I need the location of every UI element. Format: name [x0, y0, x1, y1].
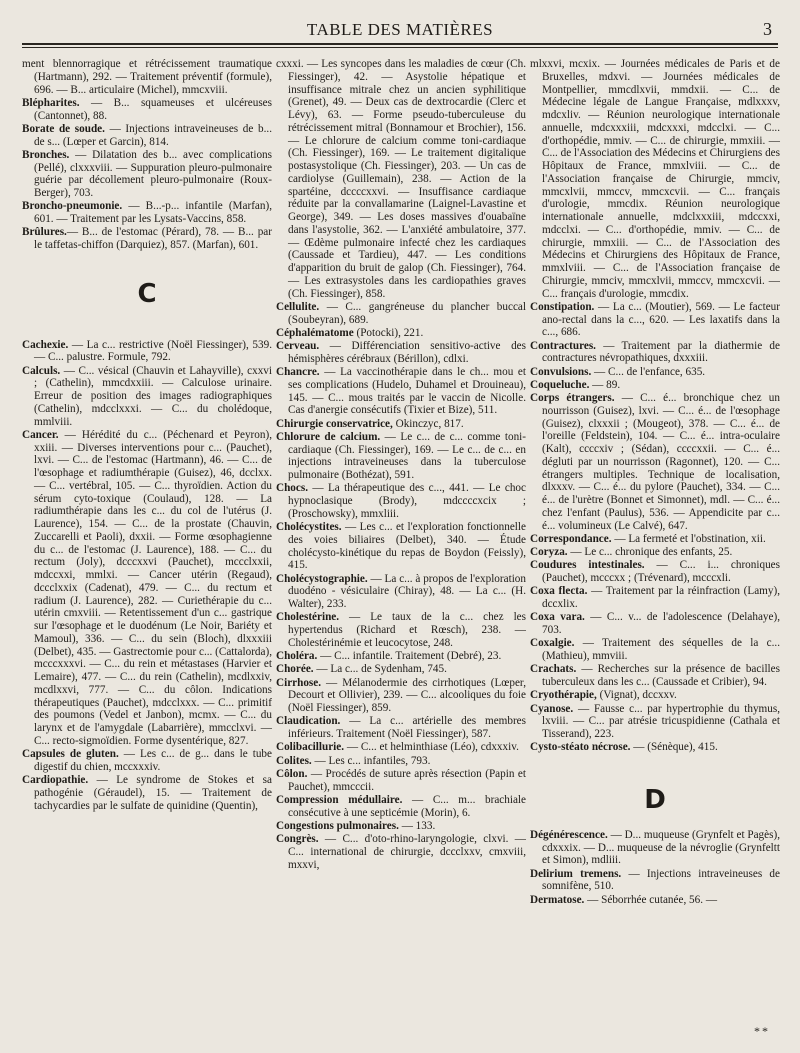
entry-text: — La c... de Sydenham, 745.: [313, 663, 447, 676]
index-entry: [530, 868, 780, 894]
entry-headword: Cyanose.: [530, 702, 574, 715]
entry-headword: Cholécystographie.: [276, 572, 368, 585]
index-entry: [276, 58, 526, 300]
index-entry: [530, 637, 780, 663]
index-entry: [276, 650, 526, 663]
entry-text: — Séborrhée cutanée, 56. —: [584, 893, 718, 906]
entry-text: — B...-p... infantile (Marfan), 601. — Traitement par les Lysats-Vaccins, 858.: [34, 200, 272, 225]
entry-headword: Cancer.: [22, 428, 59, 441]
entry-text: — Injections intraveineuses de b... de s... (Lœper et Garcin), 814.: [34, 122, 272, 148]
entry-headword: Colites.: [276, 754, 312, 767]
entry-headword: Cholestérine.: [276, 611, 340, 624]
index-entry: [530, 366, 780, 379]
entry-text: — Dilatation des b... avec complications (Pellé), clxxxviii. — Suppuration pleuro-pulmonaire guérie par décollement pleuro-pulmonaire (Roux-Berger), 703.: [34, 148, 272, 199]
entry-headword: Capsules de gluten.: [22, 748, 119, 760]
entry-text: — C... v... de l'adolescence (Delahaye), 703.: [542, 611, 780, 636]
index-entry: [22, 774, 272, 812]
entry-text: ment blennorragique et rétrécissement traumatique (Hartmann), 292. — Traitement préventif (formule), 696. — B... articulaire (Michel), mmcxviii.: [22, 58, 272, 96]
entry-headword: Convulsions.: [530, 365, 592, 378]
entry-text: — C... m... brachiale consécutive à une septicémie (Morin), 6.: [288, 793, 526, 819]
entry-headword: Chocs.: [276, 482, 309, 495]
entry-text: — Traitement par la diathermie de contractures névropathiques, dxxxiii.: [542, 339, 780, 365]
signature-mark: **: [754, 1024, 770, 1038]
index-entry: [22, 58, 272, 96]
entry-text: — 133.: [398, 819, 436, 832]
index-entry: [530, 58, 780, 300]
entry-text: — Différenciation sensitivo-active des hémisphères cérébraux (Bérillon), cdlxi.: [288, 340, 526, 365]
column-2: [276, 58, 526, 872]
entry-text: — La thérapeutique des c..., 441. — Le choc hypnoclasique (Brody), mdccccxcix ; (Proschowsky), mmxliii.: [288, 482, 526, 520]
entry-headword: Coxalgie.: [530, 637, 575, 650]
entry-headword: Delirium tremens.: [530, 867, 622, 880]
index-entry: [530, 340, 780, 366]
entry-text: — Hérédité du c... (Péchenard et Peyron), xxiii. — Diverses interventions pour c... (Pauchet), lxvi. — C... de l'estomac (Hartmann), 46. — C... de l'œsophage et radiumthérapie (Guisez), 46, dcclxx. — C... vertébral, 105. — C... thyroïdien. Action du sérum cyto-toxique (Coulaud), 128. — La radiumthérapie dans les c... du col de l'utérus (J. Laurence), 154. — C... de la prostate (Chauvin, Zuccarelli et Paoli), dxxii. — Forme œsophagienne du c... de l'estomac (J. Laurence), 188. — C... du rectum (Joly), dcccxxvi (Pauchet), mccclxxii, mdccxxi, mmlxi. — Cancer utérin (Regaud), dccclxxix (Cadenat), 479. — C... du rectum et radium (J. Laurence), 282. — Curiethérapie du c... utérin cmxviii. — Retentissement d'un c... gastrique sur l'œsophage et le duodénum (Le Noir, Bariéty et Mamoul), 336. — C... du sein (Bloch), dlxxxiii (Delbet), 435. — Gastrectomie pour c... (Cattalorda), mcccxxxvi. — C... du rein et métastases (Harvier et Lemaire), 477. — C... du rein (Cathelin), mcdlxxiv, mcdlxxvi, 777. — C... du côlon. Indications thérapeutiques (Pauchet), mdcclxxx. — C... primitif des poumons (Vedel et Janbon), mcmx. — C... du larynx et de l'amygdale (Labarrière), mmcclxvi. — C... recto-sigmoïdien. Forme dysentérique, 827.: [34, 428, 272, 747]
index-entry: [22, 748, 272, 774]
index-entry: [530, 663, 780, 689]
index-entry: [530, 689, 780, 702]
entry-text: — Procédés de suture après résection (Papin et Pauchet), mmcccii.: [288, 767, 526, 793]
index-entry: [276, 611, 526, 649]
entry-headword: Choléra.: [276, 650, 318, 662]
entry-headword: Cerveau.: [276, 340, 320, 352]
entry-headword: Coxa vara.: [530, 611, 585, 624]
entry-headword: Coudures intestinales.: [530, 559, 645, 572]
index-entry: [276, 482, 526, 520]
entry-text: Okinczyc, 817.: [392, 417, 464, 430]
index-entry: [276, 573, 526, 611]
entry-headword: Cysto-stéato nécrose.: [530, 741, 631, 754]
index-entry: [276, 677, 526, 715]
index-entry: [22, 123, 272, 149]
entry-headword: Coqueluche.: [530, 378, 590, 391]
entry-headword: Cardiopathie.: [22, 774, 89, 786]
index-entry: [530, 585, 780, 611]
entry-headword: Blépharites.: [22, 96, 80, 109]
entry-headword: Colibacillurie.: [276, 741, 345, 754]
index-entry: [276, 431, 526, 482]
section-letter: C: [137, 278, 157, 309]
index-entry: [530, 829, 780, 867]
entry-text: — La c... artérielle des membres inférieurs. Traitement (Noël Fiessinger), 587.: [288, 715, 526, 740]
index-entry: [22, 365, 272, 429]
index-entry: [276, 663, 526, 676]
entry-headword: Côlon.: [276, 767, 308, 780]
entry-text: — C... é... bronchique chez un nourrisson (Guisez), lxvi. — C... é... de l'œsophage (Guisez), clxxxii ; (Mougeot), 378. — C... é... de l'oreille (Feldstein), 104. — C... é... intra-oculaire (Kalt), ccccxiv ; (Sédan), ccccxxii. — C... é... dégluti par un nourrisson (Ragonnet), 120. — C... étrangers multiples. Technique de localisation, dlxxxv. — C... é... du pylore (Pauchet), 334. — C... é... de l'urètre (Bonnet et Simonnet), mdl. — C... é... chez l'enfant (Paulus), 536. — Appendicite par c... é... volumineux (Le Calvé), 647.: [542, 392, 780, 532]
column-3: [530, 58, 780, 907]
column-1: [22, 58, 272, 813]
entry-text: — D... muqueuse (Grynfelt et Pagès), cdxxxix. — D... muqueuse de la névroglie (Grynfeltt et Simon), mdliii.: [542, 828, 780, 867]
entry-headword: Cholécystites.: [276, 521, 342, 533]
entry-text: — (Sénèque), 415.: [630, 741, 718, 754]
entry-headword: Congrès.: [276, 833, 319, 845]
entry-text: — C... de l'enfance, 635.: [591, 365, 706, 378]
entry-text: — Les c... infantiles, 793.: [311, 754, 431, 767]
index-entry: [530, 894, 780, 907]
entry-headword: Chlorure de calcium.: [276, 430, 381, 443]
index-entry: [276, 715, 526, 741]
header-rule: [22, 43, 778, 45]
index-entry: [22, 339, 272, 365]
index-entry: [276, 768, 526, 794]
entry-headword: Brûlures.: [22, 226, 67, 239]
index-entry: [530, 379, 780, 392]
entry-headword: Constipation.: [530, 300, 595, 313]
entry-text: cxxxi. — Les syncopes dans les maladies de cœur (Ch. Fiessinger), 42. — Asystolie hépatique et insuffisance mitrale chez un ancien syphilitique (Grenet), 49. — Deux cas de dextrocardie (Clerc et Lévy), 63. — Forme pseudo-tuberculeuse du rétrécissement mitral (Bonnamour et Brochier), 156. — Le chlorure de calcium comme toni-cardiaque (Ch. Fiessinger), 169. — Le traitement digitalique postasystolique (Ch. Fiessinger), 203. — Un cas de cardiolyse (Guillemain), 238. — Action de la spartéine, dccccxxvi. — Insuffisance cardiaque réduite par la convallamarine (Laignel-Lavastine et George), 349. — Les doses massives d'ouabaïne dans l'asystolie, 362. — L'anxiété ambulatoire, 377. — Œdème pulmonaire infecté chez les cardiaques (Caussade et Tardieu), 447. — Les conditions d'apparition du bruit de galop (Ch. Fiessinger), 764. — Les extrasystoles dans les cardiopathies graves (Ch. Fiessinger), 858.: [276, 58, 526, 300]
entry-headword: Corps étrangers.: [530, 392, 615, 404]
entry-headword: Broncho-pneumonie.: [22, 200, 123, 213]
index-entry: [276, 741, 526, 754]
entry-text: (Potocki), 221.: [353, 326, 424, 339]
entry-headword: Claudication.: [276, 715, 341, 728]
entry-headword: Chirurgie conservatrice,: [276, 417, 393, 430]
entry-headword: Cirrhose.: [276, 676, 322, 689]
entry-text: — La fermeté et l'obstination, xii.: [611, 532, 766, 545]
entry-text: — La vaccinothérapie dans le ch... mou et ses complications (Hudelo, Duhamel et Drouineau), 145. — C... mous traités par le vaccin de Nicolle. Cas d'anergie consécutifs (Tixier et Bize), 511.: [288, 366, 526, 417]
index-entry: [276, 301, 526, 327]
entry-text: mlxxvi, mcxix. — Journées médicales de Paris et de Bruxelles, mdxvi. — Journées médicales de Montpellier, mmcdlxvii, mmdxii. — C... de Médecine légale de Langue Française, mdlxxxv, mdcxliv. — Réunion neurologique internationale annuelle, mdcxxxiii, mdcxxxi, mdcclxi. — C... d'orthopédie, mmiv. — C... de chirurgie, mmxiii. — C... de l'Association des Médecins et Chirurgiens des Hôpitaux de France, mmxlviii. — C... de l'Association française de Chirurgie, mmciv, mmcxlvii, mmccv, mmcxcvii. — C... français d'urologie, mmcdix. Réunion neurologique internationale annuelle, mdclxxxiii, mdccxxi, mdcclxi. — C... d'orthopédie, mmiv. — C... de chirurgie, mmxiii. — C... de l'Association des Médecins et Chirurgiens des Hôpitaux de France, mmxlviii. — C... de l'Association française de Chirurgie, mmciv, mmcxlvii, mmccv, mmcxcvii. — C... français d'urologie, mmcdix.: [530, 58, 780, 300]
entry-text: — C... d'oto-rhino-laryngologie, clxvi. — C... international de chirurgie, dccclxxv, cmxviii, mxxvi,: [288, 833, 526, 871]
index-entry: [530, 301, 780, 339]
entry-text: — Le taux de la c... chez les hypertendus (Richard et Rœsch), 238. — Cholestérinémie et leucocytose, 248.: [288, 611, 526, 649]
section-letter: D: [644, 785, 666, 815]
index-entry: [530, 611, 780, 637]
entry-text: — Le c... de c... comme toni-cardiaque (Ch. Fiessinger), 169. — Le c... de c... en injections intraveineuses dans la tuberculose pulmonaire (Bothézat), 591.: [288, 430, 526, 481]
index-entry: [530, 559, 780, 585]
entry-headword: Contractures.: [530, 339, 596, 352]
index-entry: [22, 149, 272, 200]
entry-headword: Chorée.: [276, 663, 314, 676]
entry-headword: Congestions pulmonaires.: [276, 819, 399, 832]
index-entry: [530, 392, 780, 532]
entry-headword: Cachexie.: [22, 338, 69, 351]
entry-headword: Dermatose.: [530, 893, 585, 906]
entry-text: — Traitement des séquelles de la c... (Mathieu), mmviii.: [542, 637, 780, 662]
entry-text: — La c... à propos de l'exploration duodéno - vésiculaire (Chiray), 48. — La c... (H. Walter), 233.: [288, 572, 526, 610]
entry-headword: Calculs.: [22, 364, 61, 377]
entry-headword: Crachats.: [530, 663, 577, 676]
entry-text: — C... infantile. Traitement (Debré), 23.: [317, 650, 502, 662]
entry-headword: Céphalématome: [276, 326, 354, 339]
entry-headword: Cellulite.: [276, 300, 320, 313]
entry-text: — B... de l'estomac (Pérard), 78. — B... par le taffetas-chiffon (Darquiez), 857. (Marfan), 601.: [34, 226, 272, 251]
entry-headword: Bronches.: [22, 148, 70, 161]
index-entry: [530, 703, 780, 741]
index-entry: [276, 366, 526, 417]
index-entry: [276, 755, 526, 768]
entry-headword: Borate de soude.: [22, 122, 105, 135]
index-entry: [530, 533, 780, 546]
index-entry: [276, 521, 526, 572]
entry-headword: Correspondance.: [530, 532, 612, 545]
index-entry: [276, 820, 526, 833]
index-entry: [276, 833, 526, 871]
entry-text: — Les c... de g... dans le tube digestif du chien, mccxxxiv.: [34, 748, 272, 773]
entry-text: — Recherches sur la présence de bacilles tuberculeux dans les c... (Caussade et Cribier), 94.: [542, 663, 780, 688]
entry-text: — Fausse c... par hypertrophie du thymus, lxviii. — C... par atrésie tricuspidienne (Cathala et Tisserand), 223.: [542, 702, 780, 740]
index-entry: [276, 794, 526, 820]
index-entry: [276, 340, 526, 366]
entry-text: (Vignat), dccxxv.: [596, 689, 677, 702]
entry-text: — C... i... chroniques (Pauchet), mcccxx ; (Trévenard), mcccxli.: [542, 559, 780, 584]
page-number: 3: [763, 19, 772, 39]
entry-text: — B... squameuses et ulcéreuses (Cantonnet), 88.: [34, 96, 272, 122]
entry-text: — Mélanodermie des cirrhotiques (Lœper, Decourt et Ollivier), 239. — C... alcooliques du foie (Noël Fiessinger), 859.: [288, 676, 526, 714]
entry-text: — La c... (Moutier), 569. — Le facteur ano-rectal dans la c..., 620. — Les laxatifs dans la c..., 686.: [542, 300, 780, 339]
entry-text: — Les c... et l'exploration fonctionnelle des voies biliaires (Delbet), 340. — Étude cholécysto-kinétique du repas de Boydon (Feissly), 415.: [288, 521, 526, 572]
entry-headword: Cryothérapie,: [530, 689, 597, 702]
index-entry: [22, 200, 272, 226]
index-entry: [530, 741, 780, 754]
entry-text: — 89.: [589, 378, 621, 391]
index-entry: [22, 429, 272, 748]
entry-headword: Dégénérescence.: [530, 828, 608, 841]
entry-text: — Traitement par la réinfraction (Lamy), dccxlix.: [542, 585, 780, 610]
entry-text: — Le syndrome de Stokes et sa pathogénie (Géraudel), 15. — Traitement de tachycardies par le sulfate de quinidine (Quentin),: [34, 774, 272, 812]
entry-headword: Chancre.: [276, 366, 320, 378]
entry-text: — Injections intraveineuses de somnifène, 510.: [542, 867, 780, 893]
entry-headword: Coryza.: [530, 546, 568, 558]
index-entry: [22, 226, 272, 252]
index-entry: [276, 418, 526, 431]
entry-text: — C... et helminthiase (Léo), cdxxxiv.: [344, 741, 519, 754]
entry-headword: Compression médullaire.: [276, 793, 403, 806]
entry-headword: Coxa flecta.: [530, 585, 588, 598]
index-entry: [276, 327, 526, 340]
page-header: [22, 18, 778, 44]
page-title: TABLE DES MATIÈRES: [306, 20, 494, 39]
entry-text: — C... vésical (Chauvin et Lahayville), cxxvi ; (Cathelin), mmcdxxiii. — Calculose urinaire. Erreur de position des images radiographiques (Cathelin), mdcclxxxi. — C... du cholédoque, mmlviii.: [34, 364, 272, 428]
entry-text: — La c... restrictive (Noël Fiessinger), 539. — C... palustre. Formule, 792.: [34, 338, 272, 364]
entry-text: — Le c... chronique des enfants, 25.: [567, 546, 733, 558]
index-entry: [22, 97, 272, 123]
index-entry: [530, 546, 780, 559]
header-rule-thin: [22, 47, 778, 48]
entry-text: — C... gangréneuse du plancher buccal (Soubeyran), 689.: [288, 300, 526, 326]
